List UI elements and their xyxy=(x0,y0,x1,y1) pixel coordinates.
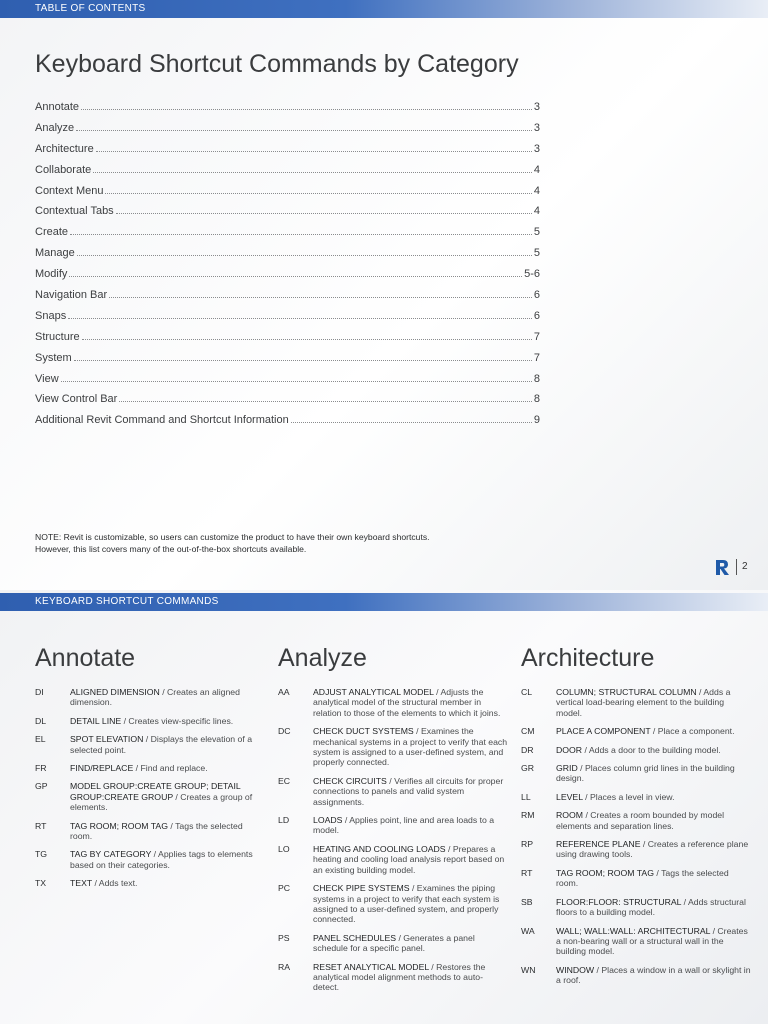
shortcut-description: / Creates a reference plane using drawing tools. xyxy=(556,839,749,860)
toc-item[interactable] xyxy=(35,352,540,373)
shortcut-description-block xyxy=(313,844,508,875)
shortcut-description: / Place a component. xyxy=(650,726,735,737)
shortcut-description-block xyxy=(556,839,751,860)
shortcut-description-block xyxy=(313,776,508,807)
shortcut-description-block xyxy=(556,745,751,755)
toc-item-label: Architecture xyxy=(35,142,94,155)
toc-leader-dots xyxy=(109,297,532,298)
toc-item-label: Contextual Tabs xyxy=(35,205,114,218)
toc-leader-dots xyxy=(74,360,532,361)
shortcut-entry xyxy=(278,687,508,718)
shortcut-entry xyxy=(278,776,508,807)
shortcut-code: PS xyxy=(278,932,290,943)
shortcut-description-block xyxy=(313,815,508,836)
note-line-1: NOTE: Revit is customizable, so users can customize the product to have their own keyboard shortcuts. xyxy=(35,532,430,542)
shortcut-description-block xyxy=(556,763,751,784)
shortcut-description-block xyxy=(556,792,751,802)
shortcut-command: CHECK CIRCUITS xyxy=(313,775,387,786)
toc-header-band xyxy=(0,0,768,18)
shortcut-code: SB xyxy=(521,896,533,907)
toc-item-page: 7 xyxy=(533,351,540,364)
shortcut-description-block xyxy=(70,781,265,812)
shortcut-description: / Places a level in view. xyxy=(582,791,675,802)
shortcut-command: LOADS xyxy=(313,815,343,826)
shortcut-command: CHECK PIPE SYSTEMS xyxy=(313,883,410,894)
shortcut-command: RESET ANALYTICAL MODEL xyxy=(313,961,429,972)
toc-header-label: TABLE OF CONTENTS xyxy=(35,3,146,14)
shortcut-command: LEVEL xyxy=(556,791,583,802)
shortcut-description-block xyxy=(556,810,751,831)
shortcut-entry xyxy=(278,815,508,836)
shortcut-description-block xyxy=(70,734,265,755)
toc-item-page: 4 xyxy=(533,205,540,218)
shortcut-entry xyxy=(521,792,751,802)
shortcut-description: / Creates a room bounded by model elements and separation lines. xyxy=(556,810,725,831)
shortcuts-header-label: KEYBOARD SHORTCUT COMMANDS xyxy=(35,596,219,607)
shortcut-command: COLUMN; STRUCTURAL COLUMN xyxy=(556,687,697,697)
shortcut-code: FR xyxy=(35,763,47,774)
toc-leader-dots xyxy=(70,234,532,235)
toc-item-page: 6 xyxy=(533,309,540,322)
shortcut-description-block xyxy=(556,965,751,986)
shortcut-description: / Restores the analytical model alignment methods to auto-detect. xyxy=(313,961,486,993)
shortcut-code: LO xyxy=(278,843,290,854)
toc-item-label: Snaps xyxy=(35,309,67,322)
toc-item[interactable] xyxy=(35,247,540,268)
shortcuts-page xyxy=(0,590,768,1024)
shortcut-code: LD xyxy=(278,815,290,826)
toc-leader-dots xyxy=(93,172,532,173)
shortcut-command: FIND/REPLACE xyxy=(70,763,134,774)
shortcut-command: TEXT xyxy=(70,878,93,889)
toc-item-page: 3 xyxy=(533,142,540,155)
shortcut-entry xyxy=(35,763,265,773)
shortcut-entry xyxy=(521,868,751,889)
toc-item-page: 4 xyxy=(533,184,540,197)
shortcut-description-block xyxy=(313,933,508,954)
shortcut-entry xyxy=(521,745,751,755)
toc-leader-dots xyxy=(105,193,531,194)
toc-item-label: Modify xyxy=(35,268,68,281)
toc-leader-dots xyxy=(77,255,532,256)
shortcut-code: TX xyxy=(35,878,47,889)
shortcut-command: WINDOW xyxy=(556,964,595,975)
shortcut-entry xyxy=(278,933,508,954)
shortcut-description: / Adds a vertical load-bearing element to the building model. xyxy=(556,687,731,718)
shortcut-description-block xyxy=(70,878,265,888)
toc-item-page: 5-6 xyxy=(524,268,540,281)
shortcut-description-block xyxy=(556,926,751,957)
entry-list xyxy=(35,687,265,889)
toc-item-label: View xyxy=(35,372,59,385)
shortcut-entry xyxy=(35,687,265,708)
shortcut-description-block xyxy=(556,726,751,736)
shortcut-code: DC xyxy=(278,726,291,737)
shortcut-entry xyxy=(521,763,751,784)
shortcut-command: PANEL SCHEDULES xyxy=(313,932,397,943)
revit-logo-icon xyxy=(713,558,731,576)
shortcut-description-block xyxy=(313,962,508,993)
column-heading: Annotate xyxy=(35,644,136,672)
toc-item[interactable] xyxy=(35,226,540,247)
shortcut-command: CHECK DUCT SYSTEMS xyxy=(313,726,414,737)
shortcut-entry xyxy=(35,878,265,888)
toc-leader-dots xyxy=(116,213,532,214)
shortcut-command: WALL; WALL:WALL: ARCHITECTURAL xyxy=(556,925,711,936)
shortcut-code: DL xyxy=(35,715,47,726)
toc-item-page: 8 xyxy=(533,393,540,406)
shortcut-command: TAG ROOM; ROOM TAG xyxy=(70,820,168,831)
shortcut-description: / Examines the piping systems in a project to verify that each system is assigned to a user-defined system, and properly connected. xyxy=(313,883,500,925)
shortcut-code: RA xyxy=(278,961,291,972)
shortcut-description: / Places a window in a wall or skylight in a roof. xyxy=(556,964,751,986)
shortcut-description-block xyxy=(70,716,265,726)
shortcut-description-block xyxy=(556,687,751,718)
toc-item-page: 4 xyxy=(533,163,540,176)
column-heading: Architecture xyxy=(521,644,655,672)
toc-item-label: System xyxy=(35,351,72,364)
entry-list xyxy=(278,687,508,993)
shortcut-description-block xyxy=(313,726,508,768)
footer-divider xyxy=(736,559,737,575)
shortcut-entry xyxy=(35,821,265,842)
toc-item[interactable] xyxy=(35,205,540,226)
shortcut-code: CL xyxy=(521,687,533,697)
toc-item-page: 5 xyxy=(533,226,540,239)
shortcut-command: TAG BY CATEGORY xyxy=(70,849,152,860)
shortcut-description: / Creates an aligned dimension. xyxy=(70,687,240,708)
toc-item-label: Analyze xyxy=(35,121,75,134)
shortcut-command: FLOOR:FLOOR: STRUCTURAL xyxy=(556,896,682,907)
shortcut-entry xyxy=(278,844,508,875)
shortcut-description: / Examines the mechanical systems in a project to verify that each system is assigned to a user-defined system, and properly connected. xyxy=(313,726,508,768)
toc-item-label: Collaborate xyxy=(35,163,92,176)
shortcut-description: / Verifies all circuits for proper connections to panels and valid system assignments. xyxy=(313,775,504,807)
shortcut-code: RP xyxy=(521,839,534,850)
shortcut-description-block xyxy=(313,687,508,718)
toc-item[interactable] xyxy=(35,393,540,414)
entry-list xyxy=(521,687,751,986)
note xyxy=(35,532,515,555)
shortcut-entry xyxy=(521,810,751,831)
shortcut-command: SPOT ELEVATION xyxy=(70,734,144,745)
shortcuts-header-band xyxy=(0,593,768,611)
toc-item-page: 3 xyxy=(533,101,540,113)
toc-leader-dots xyxy=(61,381,532,382)
shortcut-entry xyxy=(278,883,508,925)
toc-item[interactable] xyxy=(35,101,540,122)
shortcut-description-block xyxy=(70,687,265,708)
column-annotate xyxy=(35,643,265,897)
shortcut-entry xyxy=(521,965,751,986)
toc-item-label: Navigation Bar xyxy=(35,289,108,302)
shortcut-command: PLACE A COMPONENT xyxy=(556,726,651,737)
shortcut-command: HEATING AND COOLING LOADS xyxy=(313,843,446,854)
shortcut-description: / Tags the selected room. xyxy=(70,820,243,842)
toc-item[interactable] xyxy=(35,122,540,143)
toc-item[interactable] xyxy=(35,164,540,185)
toc-item-label: View Control Bar xyxy=(35,393,118,406)
toc-leader-dots xyxy=(82,339,532,340)
shortcut-code: RT xyxy=(35,820,47,831)
toc-item[interactable] xyxy=(35,289,540,310)
shortcut-entry xyxy=(35,781,265,812)
shortcut-entry xyxy=(521,687,751,718)
toc-leader-dots xyxy=(76,130,532,131)
toc-leader-dots xyxy=(291,422,532,423)
shortcut-code: RM xyxy=(521,810,535,821)
page-title: Keyboard Shortcut Commands by Category xyxy=(35,50,519,78)
toc-item-label: Create xyxy=(35,226,69,239)
note-line-2: However, this list covers many of the out-of-the-box shortcuts available. xyxy=(35,543,307,554)
shortcut-entry xyxy=(521,839,751,860)
toc-item-page: 6 xyxy=(533,289,540,302)
toc-leader-dots xyxy=(96,151,532,152)
toc-list xyxy=(35,101,540,435)
toc-item[interactable] xyxy=(35,331,540,352)
shortcut-command: TAG ROOM; ROOM TAG xyxy=(556,867,654,878)
shortcut-entry xyxy=(521,726,751,736)
toc-item[interactable] xyxy=(35,268,540,289)
toc-item-label: Manage xyxy=(35,247,75,260)
shortcut-description-block xyxy=(556,897,751,918)
shortcut-command: ROOM xyxy=(556,810,584,821)
toc-item[interactable] xyxy=(35,373,540,394)
shortcut-command: DOOR xyxy=(556,744,583,755)
toc-item-page: 5 xyxy=(533,247,540,260)
shortcut-code: PC xyxy=(278,883,291,894)
shortcut-description-block xyxy=(313,883,508,925)
shortcut-command: ALIGNED DIMENSION xyxy=(70,687,160,697)
toc-item-page: 8 xyxy=(533,372,540,385)
toc-item[interactable] xyxy=(35,414,540,435)
toc-item[interactable] xyxy=(35,310,540,331)
shortcut-code: CM xyxy=(521,726,535,737)
toc-item-page: 7 xyxy=(533,330,540,343)
shortcut-entry xyxy=(35,849,265,870)
shortcut-code: EL xyxy=(35,734,46,745)
shortcut-entry xyxy=(521,897,751,918)
shortcut-description-block xyxy=(556,868,751,889)
shortcut-command: REFERENCE PLANE xyxy=(556,839,641,850)
shortcut-code: AA xyxy=(278,687,290,697)
toc-item-page: 3 xyxy=(533,121,540,134)
column-analyze xyxy=(278,643,508,1001)
shortcut-code: WA xyxy=(521,925,535,936)
shortcut-description-block xyxy=(70,763,265,773)
toc-item[interactable] xyxy=(35,185,540,206)
shortcut-description: / Applies tags to elements based on their categories. xyxy=(70,849,253,870)
shortcut-description: / Adds a door to the building model. xyxy=(582,744,721,755)
shortcut-entry xyxy=(35,716,265,726)
toc-leader-dots xyxy=(81,109,532,110)
shortcut-code: GP xyxy=(35,781,48,792)
toc-item-page: 9 xyxy=(533,414,540,427)
shortcut-description-block xyxy=(70,849,265,870)
shortcut-code: RT xyxy=(521,867,533,878)
shortcut-description: / Prepares a heating and cooling load analysis report based on an existing building model. xyxy=(313,843,505,875)
shortcut-command: ADJUST ANALYTICAL MODEL xyxy=(313,687,434,697)
shortcut-entry xyxy=(521,926,751,957)
toc-leader-dots xyxy=(69,276,522,277)
shortcut-code: GR xyxy=(521,763,535,774)
shortcut-entry xyxy=(278,726,508,768)
toc-item[interactable] xyxy=(35,143,540,164)
toc-item-label: Context Menu xyxy=(35,184,104,197)
shortcut-description: / Applies point, line and area loads to a model. xyxy=(313,815,495,836)
toc-leader-dots xyxy=(68,318,532,319)
shortcut-code: DI xyxy=(35,687,44,697)
shortcut-command: MODEL GROUP:CREATE GROUP; DETAIL GROUP:CREATE GROUP xyxy=(70,781,241,802)
column-heading: Analyze xyxy=(278,644,367,672)
toc-leader-dots xyxy=(119,401,532,402)
shortcut-description: / Displays the elevation of a selected point. xyxy=(70,734,253,755)
shortcut-description: / Generates a panel schedule for a specific panel. xyxy=(313,932,475,954)
shortcut-description: / Creates a group of elements. xyxy=(70,791,253,813)
toc-item-label: Annotate xyxy=(35,101,80,113)
shortcut-entry xyxy=(35,734,265,755)
shortcut-description: / Find and replace. xyxy=(133,763,208,774)
shortcut-entry xyxy=(278,962,508,993)
shortcut-command: DETAIL LINE xyxy=(70,715,122,726)
shortcut-description: / Adds text. xyxy=(92,878,138,889)
column-architecture xyxy=(521,643,751,994)
shortcut-description: / Creates a non-bearing wall or a structural wall in the building model. xyxy=(556,925,748,957)
shortcut-command: GRID xyxy=(556,763,578,774)
toc-item-label: Structure xyxy=(35,330,80,343)
shortcut-code: WN xyxy=(521,964,536,975)
page-number: 2 xyxy=(742,561,748,572)
shortcut-description-block xyxy=(70,821,265,842)
shortcut-description: / Creates view-specific lines. xyxy=(121,715,234,726)
shortcut-code: TG xyxy=(35,849,48,860)
shortcut-code: EC xyxy=(278,775,291,786)
shortcut-description: / Adds structural floors to a building model. xyxy=(556,896,746,918)
shortcut-description: / Tags the selected room. xyxy=(556,867,729,889)
shortcut-code: LL xyxy=(521,791,531,802)
shortcut-code: DR xyxy=(521,744,534,755)
shortcut-description: / Adjusts the analytical model of the structural member in relation to those of the elements to which it joins. xyxy=(313,687,501,718)
shortcut-description: / Places column grid lines in the building design. xyxy=(556,763,735,784)
toc-item-label: Additional Revit Command and Shortcut Information xyxy=(35,414,289,427)
